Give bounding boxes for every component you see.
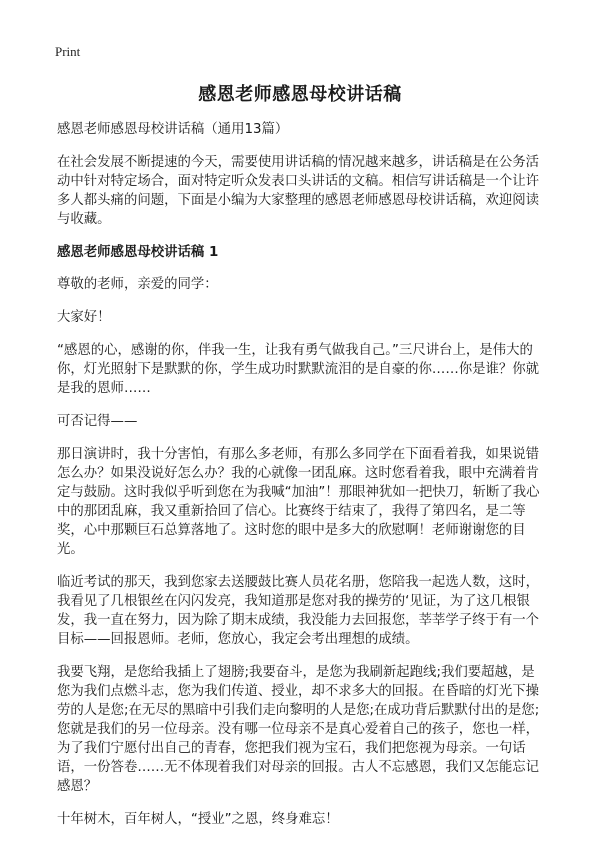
paragraph-greeting: 尊敬的老师，亲爱的同学：: [57, 277, 218, 292]
paragraph-fly: 我要飞翔，是您给我插上了翅膀;我要奋斗，是您为我刷新起跑线;我们要超越，是您为我们点燃斗志，您为我们传道、授业，却不求多大的回报。在昏暗的灯光下操劳的人是您;在无尽的黑暗中引我们走向黎明的人是您;在成功背后默默付出的是您;您就是我们的另一位母亲。没有哪一位母亲不是真心爱着自己的孩子，您也一样，为了我们宁愿付出自己的青春，您把我们视为宝石，我们把您视为母亲。一句话语，一份答卷……无不体现着我们对母亲的回报。古人不忘感恩，我们又怎能忘记感恩？: [57, 665, 540, 794]
print-link[interactable]: Print: [55, 44, 81, 59]
section-heading: 感恩老师感恩母校讲话稿 1: [57, 245, 219, 260]
intro-paragraph: 在社会发展不断提速的今天，需要使用讲话稿的情况越来越多，讲话稿是在公务活动中针对特定场合，面对特定听众发表口头讲话的文稿。相信写讲话稿是一个让许多人都头痛的问题，下面是小编为大家整理的感恩老师感恩母校讲话稿，欢迎阅读与收藏。: [57, 155, 540, 227]
paragraph-exam: 临近考试的那天，我到您家去送腰鼓比赛人员花名册，您陪我一起选人数，这时，我看见了几根银丝在闪闪发亮，我知道那是您对我的操劳的‘见证，为了这几根银发，我一直在努力，因为除了期末成绩，我没能力去回报您，莘莘学子终于有一个目标——回报恩师。老师，您放心，我定会考出理想的成绩。: [57, 575, 540, 647]
page-title: 感恩老师感恩母校讲话稿: [198, 84, 402, 105]
paragraph-hello: 大家好！: [57, 310, 111, 325]
document-body: [57, 120, 547, 843]
paragraph-remember: 可否记得——: [57, 414, 138, 429]
document-subtitle: 感恩老师感恩母校讲话稿（通用13篇）: [57, 122, 289, 137]
paragraph-speech: 那日演讲时，我十分害怕，有那么多老师，有那么多同学在下面看着我，如果说错怎么办？如果没说好怎么办？我的心就像一团乱麻。这时您看着我，眼中充满着肯定与鼓励。这时我似乎听到您在为我喊“加油”！那眼神犹如一把快刀，斩断了我心中的那团乱麻，我又重新拾回了信心。比赛终于结束了，我得了第四名，是二等奖，心中那颗巨石总算落地了。这时您的眼中是多大的欣慰啊！老师谢谢您的目光。: [57, 447, 540, 557]
paragraph-quote: “感恩的心，感谢的你，伴我一生，让我有勇气做我自己。”三尺讲台上，是伟大的你，灯光照射下是默默的你，学生成功时默默流泪的是自豪的你……你是谁？你就是我的恩师……: [57, 343, 540, 396]
paragraph-closing: 十年树木，百年树人，“授业”之恩，终身难忘！: [57, 812, 339, 827]
